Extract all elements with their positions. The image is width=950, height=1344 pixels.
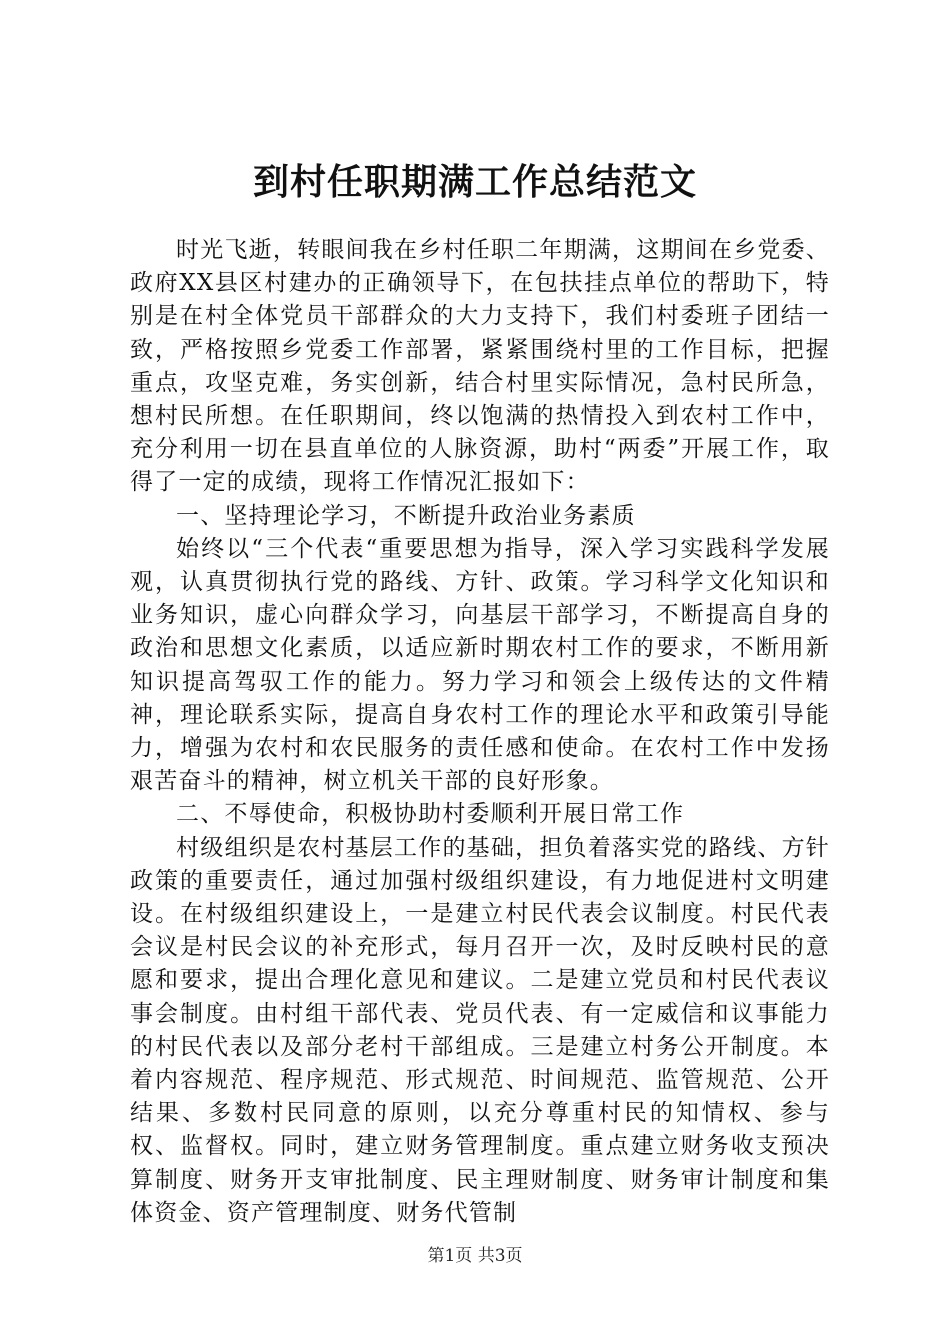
section-heading-1: 一、坚持理论学习，不断提升政治业务素质 bbox=[176, 502, 636, 529]
intro-paragraph: 时光飞逝，转眼间我在乡村任职二年期满，这期间在乡党委、政府XX县区村建办的正确领导下，在包扶挂点单位的帮助下，特别是在村全体党员干部群众的大力支持下，我们村委班子团结一致，严格按照乡党委工作部署，紧紧围绕村里的工作目标，把握重点，攻坚克难，务实创新，结合村里实际情况，急村民所急，想村民所想。在任职期间，终以饱满的热情投入到农村工作中，充分利用一切在县直单位的人脉资源，助村“两委”开展工作，取得了一定的成绩，现将工作情况汇报如下： bbox=[130, 237, 830, 496]
section-2-paragraph: 村级组织是农村基层工作的基础，担负着落实党的路线、方针政策的重要责任，通过加强村级组织建设，有力地促进村文明建设。在村级组织建设上，一是建立村民代表会议制度。村民代表会议是村民会议的补充形式，每月召开一次，及时反映村民的意愿和要求，提出合理化意见和建议。二是建立党员和村民代表议事会制度。由村组干部代表、党员代表、有一定威信和议事能力的村民代表以及部分老村干部组成。三是建立村务公开制度。本着内容规范、程序规范、形式规范、时间规范、监管规范、公开结果、多数村民同意的原则，以充分尊重村民的知情权、参与权、监督权。同时，建立财务管理制度。重点建立财务收支预决算制度、财务开支审批制度、民主理财制度、财务审计制度和集体资金、资产管理制度、财务代管制 bbox=[130, 834, 830, 1226]
page-indicator: 第1页 共3页 bbox=[427, 1246, 523, 1266]
section-heading-2: 二、不辱使命，积极协助村委顺利开展日常工作 bbox=[176, 801, 685, 828]
section-1-paragraph: 始终以“三个代表“重要思想为指导，深入学习实践科学发展观，认真贯彻执行党的路线、方针、政策。学习科学文化知识和业务知识，虚心向群众学习，向基层干部学习，不断提高自身的政治和思想文化素质，以适应新时期农村工作的要求，不断用新知识提高驾驭工作的能力。努力学习和领会上级传达的文件精神，理论联系实际，提高自身农村工作的理论水平和政策引导能力，增强为农村和农民服务的责任感和使命。在农村工作中发扬艰苦奋斗的精神，树立机关干部的良好形象。 bbox=[130, 535, 830, 795]
document-title: 到村任职期满工作总结范文 bbox=[252, 161, 697, 203]
document-body bbox=[130, 234, 830, 1230]
